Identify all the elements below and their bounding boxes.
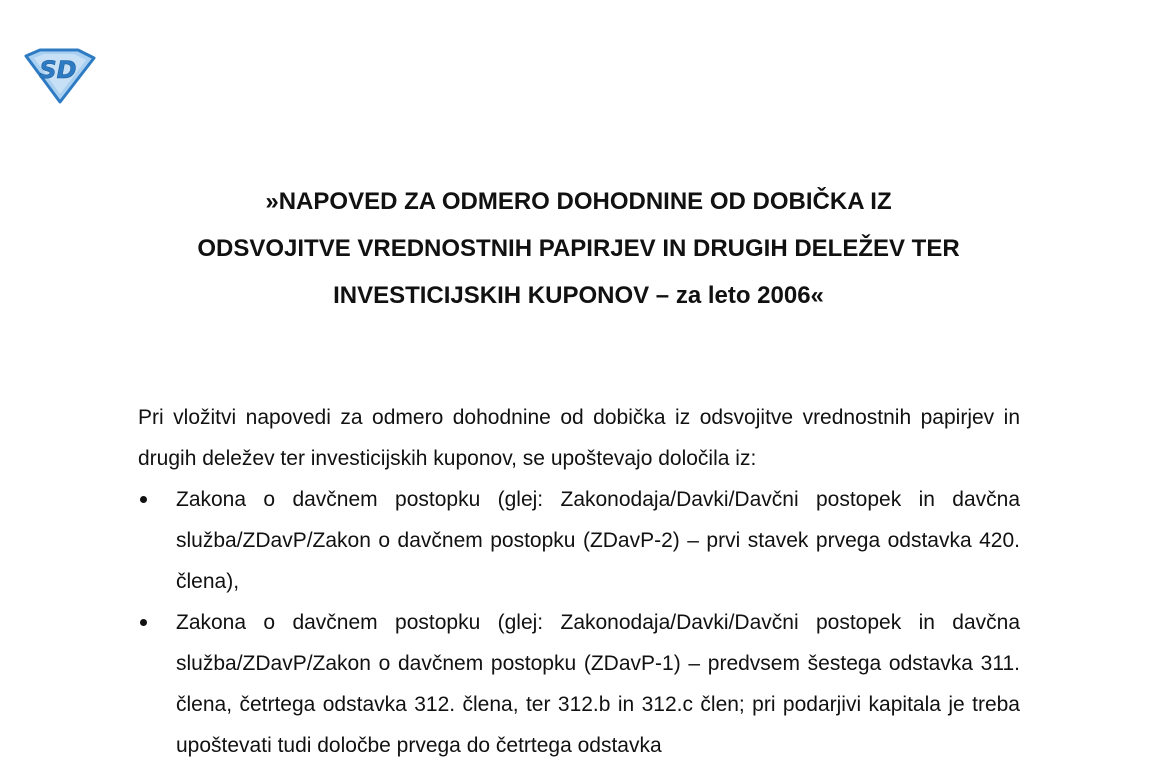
- list-item: [138, 602, 1020, 766]
- list-item: [138, 479, 1020, 602]
- list-item-text: Zakona o davčnem postopku (glej: Zakonodaja/Davki/Davčni postopek in davčna služba/ZDavP/Zakon o davčnem postopku (ZDavP-1) – predvsem šestega odstavka 311. člena, četrtega odstavka 312. člena, ter 312.b in 312.c člen; pri podarjivi kapitala je treba upoštevati tudi določbe prvega do četrtega odstavka: [176, 611, 1020, 757]
- document-title: [120, 178, 1037, 319]
- intro-paragraph: Pri vložitvi napovedi za odmero dohodnine od dobička iz odsvojitve vrednostnih papirjev in drugih deležev ter investicijskih kuponov, se upoštevajo določila iz:: [138, 406, 1020, 470]
- document-body: [138, 397, 1020, 766]
- title-line: INVESTICIJSKIH KUPONOV – za leto 2006«: [333, 282, 824, 309]
- title-line: ODSVOJITVE VREDNOSTNIH PAPIRJEV IN DRUGIH DELEŽEV TER: [197, 235, 960, 262]
- title-line: »NAPOVED ZA ODMERO DOHODNINE OD DOBIČKA IZ: [265, 188, 892, 215]
- svg-text:SD: SD: [39, 56, 77, 84]
- bullet-list: [138, 479, 1020, 766]
- list-item-text: Zakona o davčnem postopku (glej: Zakonodaja/Davki/Davčni postopek in davčna služba/ZDavP/Zakon o davčnem postopku (ZDavP-2) – prvi stavek prvega odstavka 420. člena),: [176, 488, 1020, 593]
- bullet-icon: [140, 619, 147, 626]
- company-logo-icon: [22, 48, 96, 104]
- bullet-icon: [140, 496, 147, 503]
